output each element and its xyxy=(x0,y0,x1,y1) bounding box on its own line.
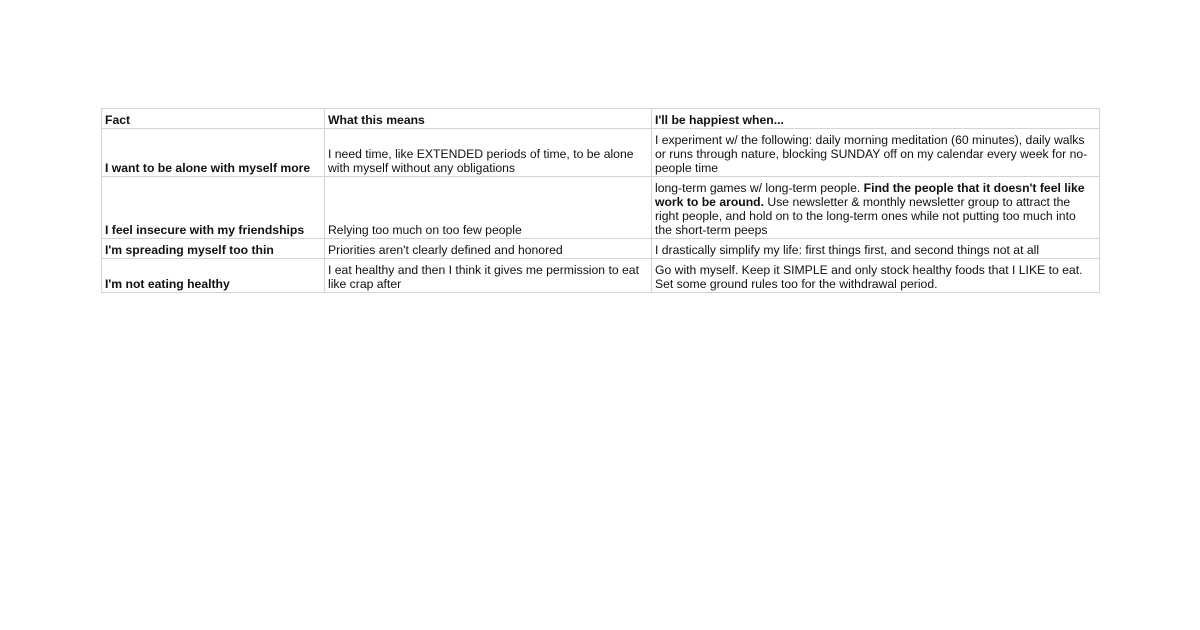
fact-cell: I'm spreading myself too thin xyxy=(102,239,325,259)
header-fact: Fact xyxy=(102,109,325,129)
header-what-this-means: What this means xyxy=(325,109,652,129)
meaning-cell: Relying too much on too few people xyxy=(325,177,652,239)
values-table xyxy=(101,108,1100,293)
table-row xyxy=(102,239,1100,259)
fact-cell: I feel insecure with my friendships xyxy=(102,177,325,239)
header-happiest-when: I'll be happiest when... xyxy=(652,109,1100,129)
happiest-text: long-term games w/ long-term people. xyxy=(655,181,864,195)
happiest-cell xyxy=(652,129,1100,177)
meaning-cell: I eat healthy and then I think it gives me permission to eat like crap after xyxy=(325,259,652,293)
happiest-text-continued: Use newsletter & monthly newsletter group to attract the right people, and hold on to the long-term ones while not putting too much into the short-term peeps xyxy=(655,195,1076,237)
fact-cell: I want to be alone with myself more xyxy=(102,129,325,177)
happiest-cell xyxy=(652,259,1100,293)
happiest-cell xyxy=(652,239,1100,259)
fact-cell: I'm not eating healthy xyxy=(102,259,325,293)
happiest-text: I experiment w/ the following: daily morning meditation (60 minutes), daily walks or runs through nature, blocking SUNDAY off on my calendar every week for no-people time xyxy=(655,133,1088,175)
happiest-emphasis: Find the people that it doesn't feel like work to be around. xyxy=(655,181,1085,209)
happiest-text: I drastically simplify my life: first things first, and second things not at all xyxy=(655,243,1040,257)
table-row xyxy=(102,177,1100,239)
happiest-cell xyxy=(652,177,1100,239)
table-row xyxy=(102,129,1100,177)
happiest-text: Go with myself. Keep it SIMPLE and only stock healthy foods that I LIKE to eat. Set some ground rules too for the withdrawal period. xyxy=(655,263,1083,291)
meaning-cell: Priorities aren't clearly defined and honored xyxy=(325,239,652,259)
table-header-row xyxy=(102,109,1100,129)
meaning-cell: I need time, like EXTENDED periods of time, to be alone with myself without any obligations xyxy=(325,129,652,177)
table-row xyxy=(102,259,1100,293)
